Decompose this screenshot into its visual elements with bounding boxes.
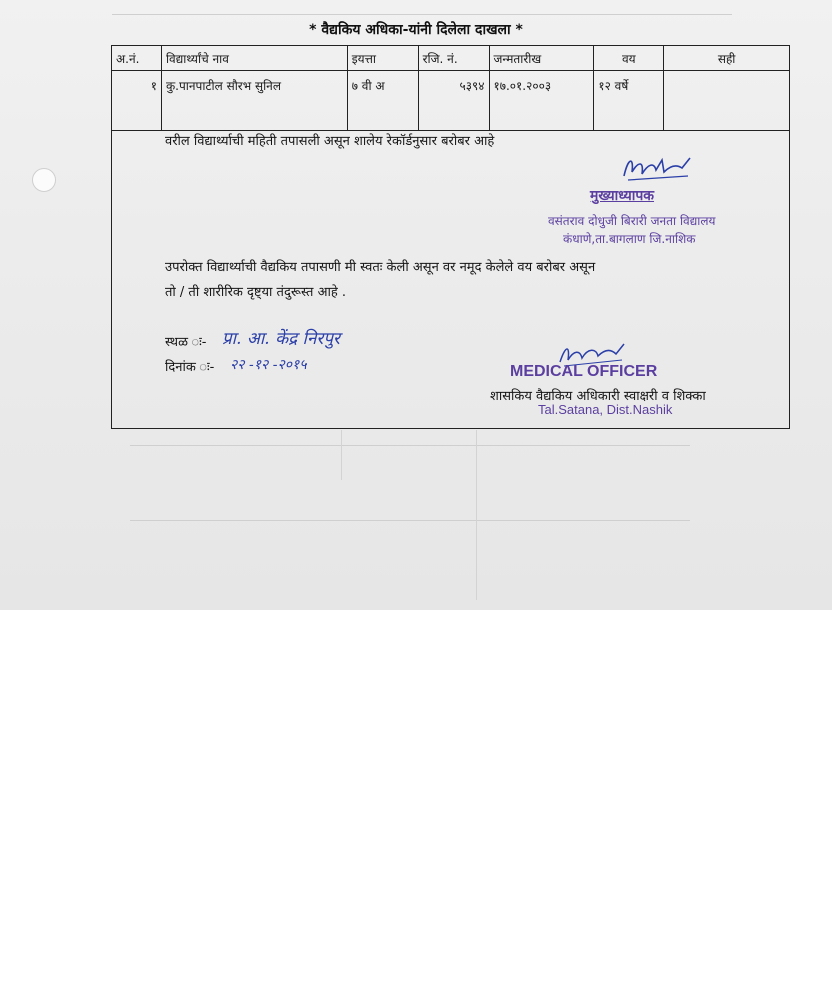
header-age: वय <box>594 46 664 71</box>
headmaster-stamp-title: मुख्याध्यापक <box>590 188 655 204</box>
cell-dob: १७.०१.२००३ <box>489 71 594 131</box>
officer-caption: शासकिय वैद्यकिय अधिकारी स्वाक्षरी व शिक्का <box>490 389 706 404</box>
header-dob: जन्मतारीख <box>489 46 594 71</box>
cell-age: १२ वर्षे <box>594 71 664 131</box>
header-signature: सही <box>664 46 790 71</box>
certificate-title: * वैद्यकिय अधिका-यांनी दिलेला दाखला * <box>309 22 523 38</box>
header-class: इयत्ता <box>347 46 418 71</box>
date-value: २२ -१२ -२०१५ <box>230 357 307 373</box>
cell-signature <box>664 71 790 131</box>
header-name: विद्यार्थ्यांचे नाव <box>161 46 347 71</box>
cell-class: ७ वी अ <box>347 71 418 131</box>
medical-stamp-title: MEDICAL OFFICER <box>510 363 658 380</box>
headmaster-stamp-school: वसंतराव दोधुजी बिरारी जनता विद्यालय <box>548 214 716 228</box>
headmaster-stamp-address: कंधाणे,ता.बागलाण जि.नाशिक <box>563 232 696 246</box>
headmaster-signature <box>618 150 698 184</box>
bleed-through-line <box>112 14 732 15</box>
cell-reg-no: ५३९४ <box>418 71 489 131</box>
punch-hole <box>32 168 56 192</box>
cell-name: कु.पानपाटील सौरभ सुनिल <box>161 71 347 131</box>
place-value: प्रा. आ. केंद्र निरपुर <box>222 329 340 349</box>
header-reg-no: रजि. नं. <box>418 46 489 71</box>
medical-stamp-location: Tal.Satana, Dist.Nashik <box>538 402 673 417</box>
place-label: स्थळ ः- <box>165 335 207 350</box>
bleed-through-line <box>130 520 690 521</box>
bleed-through-line <box>341 430 342 480</box>
cell-serial: १ <box>112 71 162 131</box>
table-row <box>112 71 790 131</box>
bleed-through-line <box>130 445 690 446</box>
student-table <box>111 45 790 131</box>
medical-text-line-1: उपरोक्त विद्यार्थ्याची वैद्यकिय तपासणी मी स्वतः केली असून वर नमूद केलेले वय बरोबर असून <box>165 260 596 275</box>
header-serial: अ.नं. <box>112 46 162 71</box>
table-header-row <box>112 46 790 71</box>
date-label: दिनांक ः- <box>165 360 215 375</box>
verification-text: वरील विद्यार्थ्याची महिती तपासली असून शालेय रेकॉर्डनुसार बरोबर आहे <box>165 134 495 149</box>
bleed-through-line <box>476 430 477 600</box>
medical-text-line-2: तो / ती शारीरिक दृष्ट्या तंदुरूस्त आहे . <box>165 285 347 300</box>
